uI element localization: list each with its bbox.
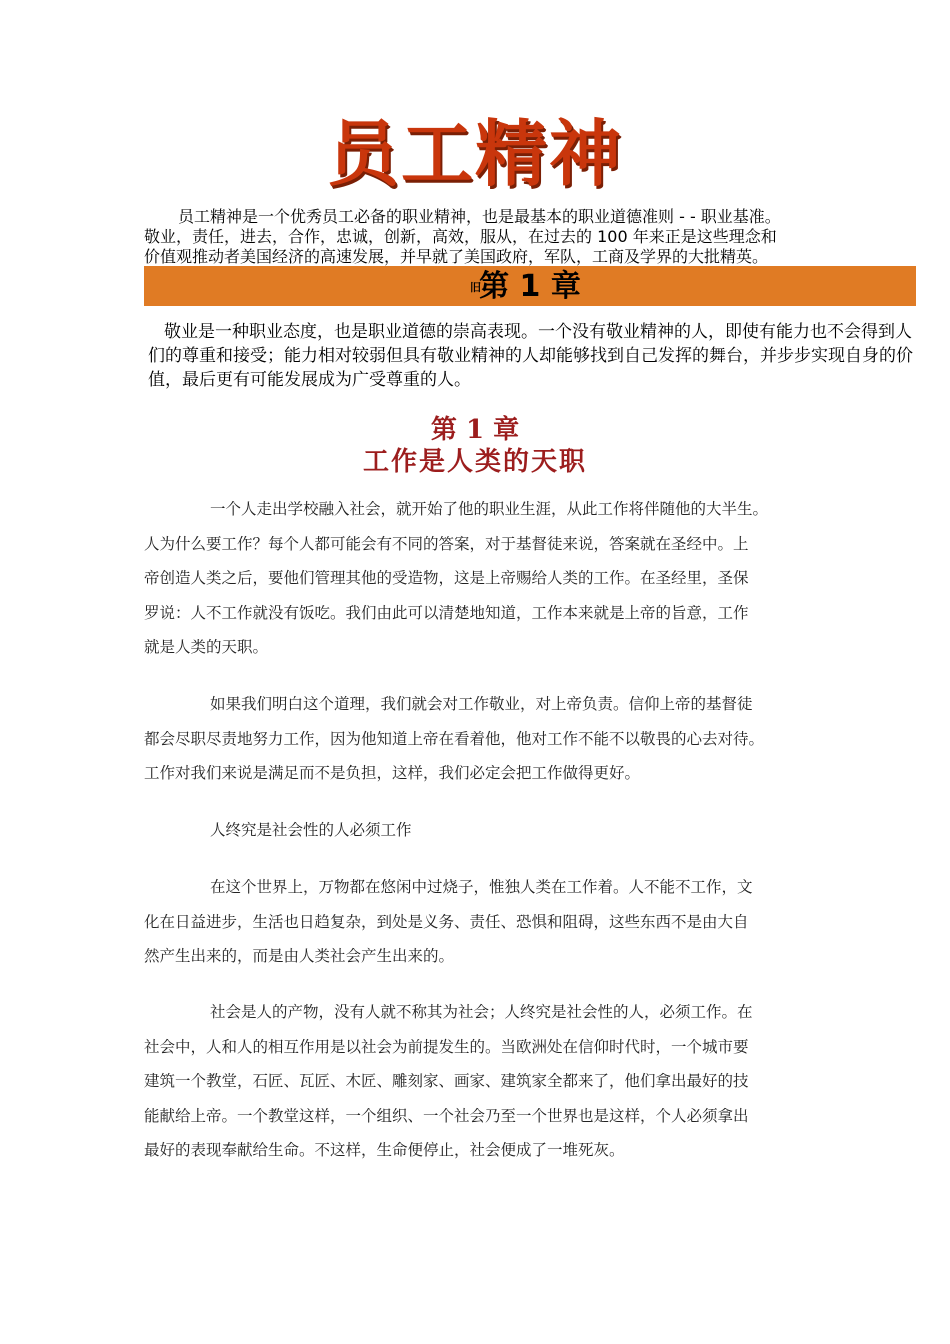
document-title: 员工精神	[326, 112, 623, 196]
paragraph-line: 化在日益进步，生活也日趋复杂，到处是义务、责任、恐惧和阻碍，这些东西不是由大自	[144, 912, 749, 931]
paragraph-line: 人终究是社会性的人必须工作	[210, 821, 412, 839]
chapter-number: 第 1 章	[430, 415, 520, 445]
intro-line: 员工精神是一个优秀员工必备的职业精神，也是最基本的职业道德准则 - - 职业基准。	[178, 207, 781, 226]
intro-paragraph	[144, 207, 824, 267]
chapter-banner	[144, 266, 916, 306]
body-paragraph	[144, 492, 824, 665]
paragraph-line: 帝创造人类之后，要他们管理其他的受造物，这是上帝赐给人类的工作。在圣经里，圣保	[144, 569, 749, 587]
chapter-title: 工作是人类的天职	[362, 447, 587, 477]
paragraph-line: 就是人类的天职。	[144, 638, 269, 656]
section-subheading	[144, 813, 824, 848]
paragraph-line: 罗说：人不工作就没有饭吃。我们由此可以清楚地知道，工作本来就是上帝的旨意，工作	[144, 603, 749, 622]
paragraph-line: 如果我们明白这个道理，我们就会对工作敬业，对上帝负责。信仰上帝的基督徒	[210, 695, 753, 713]
body-paragraph	[144, 687, 824, 791]
paragraph-line: 社会是人的产物，没有人就不称其为社会；人终究是社会性的人，必须工作。在	[210, 1003, 753, 1021]
paragraph-line: 最好的表现奉献给生命。不这样，生命便停止，社会便成了一堆死灰。	[144, 1141, 625, 1159]
summary-line: 们的尊重和接受；能力相对较弱但具有敬业精神的人却能够找到自己发挥的舞台，并步步实现自身的价	[148, 346, 913, 366]
summary-line: 值，最后更有可能发展成为广受尊重的人。	[148, 370, 471, 390]
body-paragraph	[144, 870, 824, 974]
chapter-banner-mark: 旧	[470, 281, 481, 294]
body-paragraph	[144, 995, 824, 1168]
chapter-summary	[148, 320, 918, 392]
intro-line: 敬业，责任，进去，合作，忠诚，创新，高效，服从，在过去的 100 年来正是这些理念和	[144, 227, 777, 246]
intro-line: 价值观推动者美国经济的高速发展，并早就了美国政府，军队，工商及学界的大批精英。	[144, 247, 769, 266]
paragraph-line: 能献给上帝。一个教堂这样，一个组织、一个社会乃至一个世界也是这样，个人必须拿出	[144, 1106, 749, 1125]
paragraph-line: 在这个世界上，万物都在悠闲中过烧子，惟独人类在工作着。人不能不工作，文	[210, 878, 753, 896]
paragraph-line: 工作对我们来说是满足而不是负担，这样，我们必定会把工作做得更好。	[144, 764, 641, 782]
paragraph-line: 然产生出来的，而是由人类社会产生出来的。	[144, 947, 455, 965]
paragraph-line: 社会中，人和人的相互作用是以社会为前提发生的。当欧洲处在信仰时代时，一个城市要	[144, 1037, 749, 1056]
paragraph-line: 一个人走出学校融入社会，就开始了他的职业生涯，从此工作将伴随他的大半生。	[210, 500, 769, 518]
paragraph-line: 都会尽职尽责地努力工作，因为他知道上帝在看着他，他对工作不能不以敬畏的心去对待。	[144, 729, 765, 748]
chapter-banner-label: 第 1 章	[479, 269, 581, 304]
paragraph-line: 建筑一个教堂，石匠、瓦匠、木匠、雕刻家、画家、建筑家全都来了，他们拿出最好的技	[144, 1072, 749, 1090]
paragraph-line: 人为什么要工作？每个人都可能会有不同的答案，对于基督徒来说，答案就在圣经中。上	[144, 534, 749, 553]
summary-line: 敬业是一种职业态度，也是职业道德的崇高表现。一个没有敬业精神的人，即使有能力也不会得到人	[164, 322, 912, 342]
